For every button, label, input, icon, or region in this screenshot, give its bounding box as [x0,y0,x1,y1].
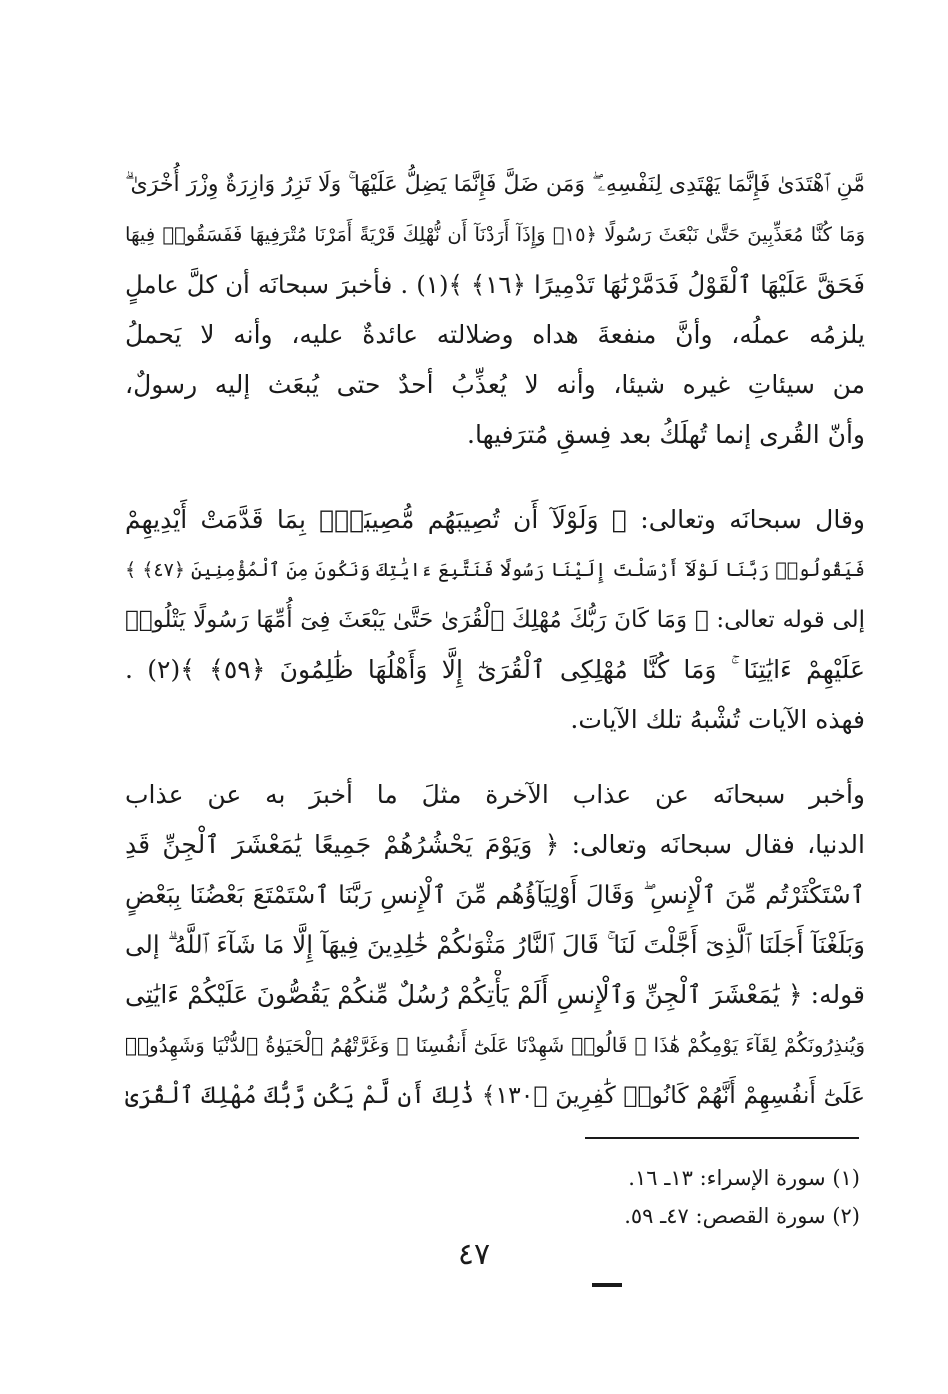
text-line: عَلَيْهِمْ ءَايَٰتِنَا ۚ وَمَا كُنَّا مُهْلِكِى ٱلْقُرَىٰٓ إِلَّا وَأَهْلُهَا ظَٰلِمُونَ ﴿٥٩﴾ ﴾(٢) . [125,655,865,684]
signature-mark [592,1283,622,1287]
paragraph-2 [125,495,865,745]
page-number: ٤٧ [457,1237,491,1272]
text-line: مَّنِ ٱهْتَدَىٰ فَإِنَّمَا يَهْتَدِى لِنَفْسِهِۦ ۖ وَمَن ضَلَّ فَإِنَّمَا يَضِلُّ عَلَيْهَا ۚ وَلَا تَزِرُ وَازِرَةٌ وِزْرَ أُخْرَىٰ ۗ [125,172,865,197]
text-line: وقال سبحانَه وتعالى: ﴿ وَلَوْلَآ أَن تُصِيبَهُم مُّصِيبَةٌۢ بِمَا قَدَّمَتْ أَيْدِيهِمْ [125,505,865,534]
text-line: وَمَا كُنَّا مُعَذِّبِينَ حَتَّىٰ نَبْعَثَ رَسُولًا ﴿١٥﴾ وَإِذَآ أَرَدْنَآ أَن نُّهْلِكَ قَرْيَةً أَمَرْنَا مُتْرَفِيهَا فَفَسَقُوا۟ فِيهَا [125,223,865,246]
text-line: إلى قوله تعالى: ﴿ وَمَا كَانَ رَبُّكَ مُهْلِكَ ٱلْقُرَىٰ حَتَّىٰ يَبْعَثَ فِىٓ أُمِّهَا رَسُولًا يَتْلُوا۟ [125,607,865,633]
text-line: الدنيا، فقال سبحانَه وتعالى: ﴿ وَيَوْمَ يَحْشُرُهُمْ جَمِيعًا يَٰمَعْشَرَ ٱلْجِنِّ قَدِ [125,830,865,859]
footnote-1: (١) سورة الإسراء: ١٣ـ ١٦. [628,1166,860,1190]
text-line: فَحَقَّ عَلَيْهَا ٱلْقَوْلُ فَدَمَّرْنَٰهَا تَدْمِيرًا ﴿١٦﴾ ﴾(١) . فأخبرَ سبحانَه أن كلَّ عاملٍ [125,270,865,299]
text-line: وَبَلَغْنَآ أَجَلَنَا ٱلَّذِىٓ أَجَّلْتَ لَنَا ۚ قَالَ ٱلنَّارُ مَثْوَىٰكُمْ خَٰلِدِينَ فِيهَآ إِلَّا مَا شَآءَ ٱللَّهُ ۗ إلى [125,930,865,959]
text-line: وأنّ القُرى إنما تُهلَكُ بعد فِسقِ مُترَفيها. [467,420,865,449]
text-line: وأخبر سبحانَه عن عذاب الآخرة مثلَ ما أخبرَ به عن عذاب [125,780,865,809]
text-line: عَلَىٰٓ أَنفُسِهِمْ أَنَّهُمْ كَانُوا۟ كَٰفِرِينَ ﴿١٣٠﴾ ذَٰلِكَ أَن لَّمْ يَكُن رَّبُّكَ مُهْلِكَ ٱلْقُرَىٰ [125,1081,865,1109]
footnotes [400,1160,860,1236]
text-line: يلزمُه عملُه، وأنَّ منفعةَ هداه وضلالته عائدةٌ عليه، وأنه لا يَحملُ [125,320,865,349]
text-line: قوله: ﴿ يَٰمَعْشَرَ ٱلْجِنِّ وَٱلْإِنسِ أَلَمْ يَأْتِكُمْ رُسُلٌ مِّنكُمْ يَقُصُّونَ عَلَيْكُمْ ءَايَٰتِى [125,980,865,1009]
text-line: وَيُنذِرُونَكُمْ لِقَآءَ يَوْمِكُمْ هَٰذَا ۚ قَالُوا۟ شَهِدْنَا عَلَىٰٓ أَنفُسِنَا ۖ وَغَرَّتْهُمُ ٱلْحَيَوٰةُ ٱلدُّنْيَا وَشَهِدُوا۟ [125,1033,865,1057]
text-line: فَيَقُولُوا۟ رَبَّنَا لَوْلَآ أَرْسَلْتَ إِلَيْنَا رَسُولًا فَنَتَّبِعَ ءَايَٰتِكَ وَنَكُونَ مِنَ ٱلْمُؤْمِنِينَ ﴿٤٧﴾ ﴾ [125,559,865,581]
text-line: ٱسْتَكْثَرْتُم مِّنَ ٱلْإِنسِ ۖ وَقَالَ أَوْلِيَآؤُهُم مِّنَ ٱلْإِنسِ رَبَّنَا ٱسْتَمْتَعَ بَعْضُنَا بِبَعْضٍ [125,880,865,909]
footnote-2: (٢) سورة القصص: ٤٧ـ ٥٩. [624,1204,860,1228]
text-line: فهذه الآيات تُشْبهُ تلك الآيات. [570,705,865,734]
text-line: من سيئاتِ غيره شيئا، وأنه لا يُعذِّبُ أحدٌ حتى يُبعَث إليه رسولٌ، [125,370,865,399]
paragraph-1 [125,160,865,460]
paragraph-3 [125,770,865,1120]
footnote-separator [585,1137,859,1139]
